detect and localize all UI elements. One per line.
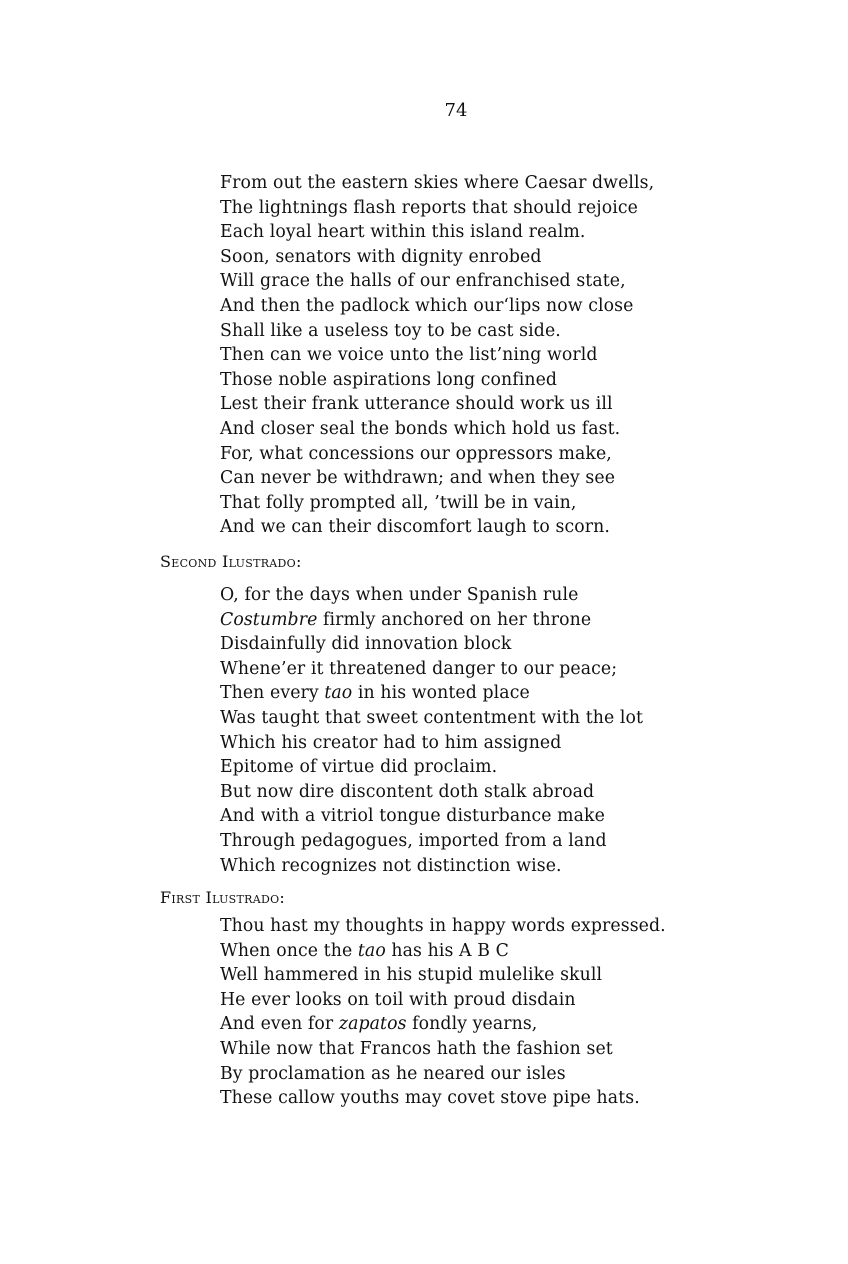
verse-text: Which recognizes not distinction wise. [220, 855, 562, 876]
verse-text: Each loyal heart within this island realm. [220, 222, 586, 243]
verse-text: firmly anchored on her throne [317, 609, 592, 630]
verse-text: Then every [220, 683, 325, 704]
verse-line [220, 583, 643, 608]
verse-text: fondly yearns, [406, 1014, 538, 1035]
verse-text: Well hammered in his stupid mulelike skull [220, 965, 603, 986]
verse-line [220, 294, 654, 319]
verse-text: Through pedagogues, imported from a land [220, 830, 607, 851]
verse-line [220, 1086, 666, 1111]
verse-line [220, 963, 666, 988]
verse-line [220, 608, 643, 633]
stanza-2 [220, 583, 643, 878]
verse-text: These callow youths may covet stove pipe hats. [220, 1088, 640, 1109]
speaker-label-first-ilustrado: First Ilustrado: [160, 888, 286, 907]
verse-line [220, 392, 654, 417]
verse-text: And closer seal the bonds which hold us fast. [220, 418, 621, 439]
verse-text: That folly prompted all, ’twill be in vain, [220, 492, 577, 513]
verse-line [220, 829, 643, 854]
verse-text: And then the padlock which our‘lips now close [220, 295, 634, 316]
verse-line [220, 491, 654, 516]
verse-line [220, 269, 654, 294]
verse-line [220, 442, 654, 467]
verse-text: Lest their frank utterance should work us ill [220, 394, 613, 415]
verse-line [220, 755, 643, 780]
verse-line [220, 417, 654, 442]
verse-line [220, 171, 654, 196]
verse-text: Epitome of virtue did proclaim. [220, 757, 498, 778]
page-number: 74 [444, 100, 468, 121]
verse-text: Disdainfully did innovation block [220, 634, 512, 655]
verse-line [220, 681, 643, 706]
verse-line [220, 706, 643, 731]
verse-line [220, 939, 666, 964]
verse-text: He ever looks on toil with proud disdain [220, 989, 576, 1010]
stanza-3 [220, 914, 666, 1111]
verse-line [220, 988, 666, 1013]
verse-line [220, 220, 654, 245]
verse-text: And with a vitriol tongue disturbance make [220, 806, 605, 827]
verse-line [220, 368, 654, 393]
verse-text: Those noble aspirations long confined [220, 369, 558, 390]
verse-line [220, 780, 643, 805]
italic-word: tao [357, 940, 386, 961]
verse-text: Soon, senators with dignity enrobed [220, 246, 542, 267]
verse-line [220, 731, 643, 756]
verse-text: The lightnings flash reports that should rejoice [220, 197, 638, 218]
stanza-1 [220, 171, 654, 540]
verse-text: has his A B C [385, 940, 509, 961]
verse-line [220, 804, 643, 829]
verse-text: While now that Francos hath the fashion set [220, 1038, 613, 1059]
verse-text: And we can their discomfort laugh to scorn. [220, 517, 610, 538]
verse-line [220, 1012, 666, 1037]
verse-text: Which his creator had to him assigned [220, 732, 562, 753]
italic-word: zapatos [338, 1014, 407, 1035]
verse-line [220, 245, 654, 270]
verse-line [220, 319, 654, 344]
verse-line [220, 1037, 666, 1062]
verse-text: Thou hast my thoughts in happy words expressed. [220, 916, 666, 936]
verse-line [220, 657, 643, 682]
verse-line [220, 343, 654, 368]
verse-text: O, for the days when under Spanish rule [220, 585, 579, 605]
verse-line [220, 515, 654, 540]
verse-text: Then can we voice unto the list’ning world [220, 345, 598, 366]
verse-text: When once the [220, 940, 358, 961]
verse-text: For, what concessions our oppressors make, [220, 443, 612, 464]
verse-text: Whene’er it threatened danger to our peace; [220, 658, 618, 679]
verse-text: Shall like a useless toy to be cast side. [220, 320, 561, 341]
verse-text: And even for [220, 1014, 339, 1035]
verse-text: Can never be withdrawn; and when they see [220, 468, 616, 489]
verse-line [220, 1062, 666, 1087]
verse-line [220, 466, 654, 491]
verse-text: Was taught that sweet contentment with the lot [220, 707, 644, 728]
verse-text: From out the eastern skies where Caesar dwells, [220, 173, 655, 193]
italic-word: tao [324, 683, 353, 704]
verse-line [220, 632, 643, 657]
verse-text: By proclamation as he neared our isles [220, 1063, 566, 1084]
verse-line [220, 854, 643, 879]
verse-text: But now dire discontent doth stalk abroad [220, 781, 595, 802]
speaker-label-second-ilustrado: Second Ilustrado: [160, 552, 302, 571]
verse-text: Will grace the halls of our enfranchised state, [220, 271, 626, 292]
verse-text: in his wonted place [352, 683, 530, 704]
verse-line [220, 196, 654, 221]
verse-line [220, 914, 666, 939]
italic-word: Costumbre [220, 609, 318, 630]
